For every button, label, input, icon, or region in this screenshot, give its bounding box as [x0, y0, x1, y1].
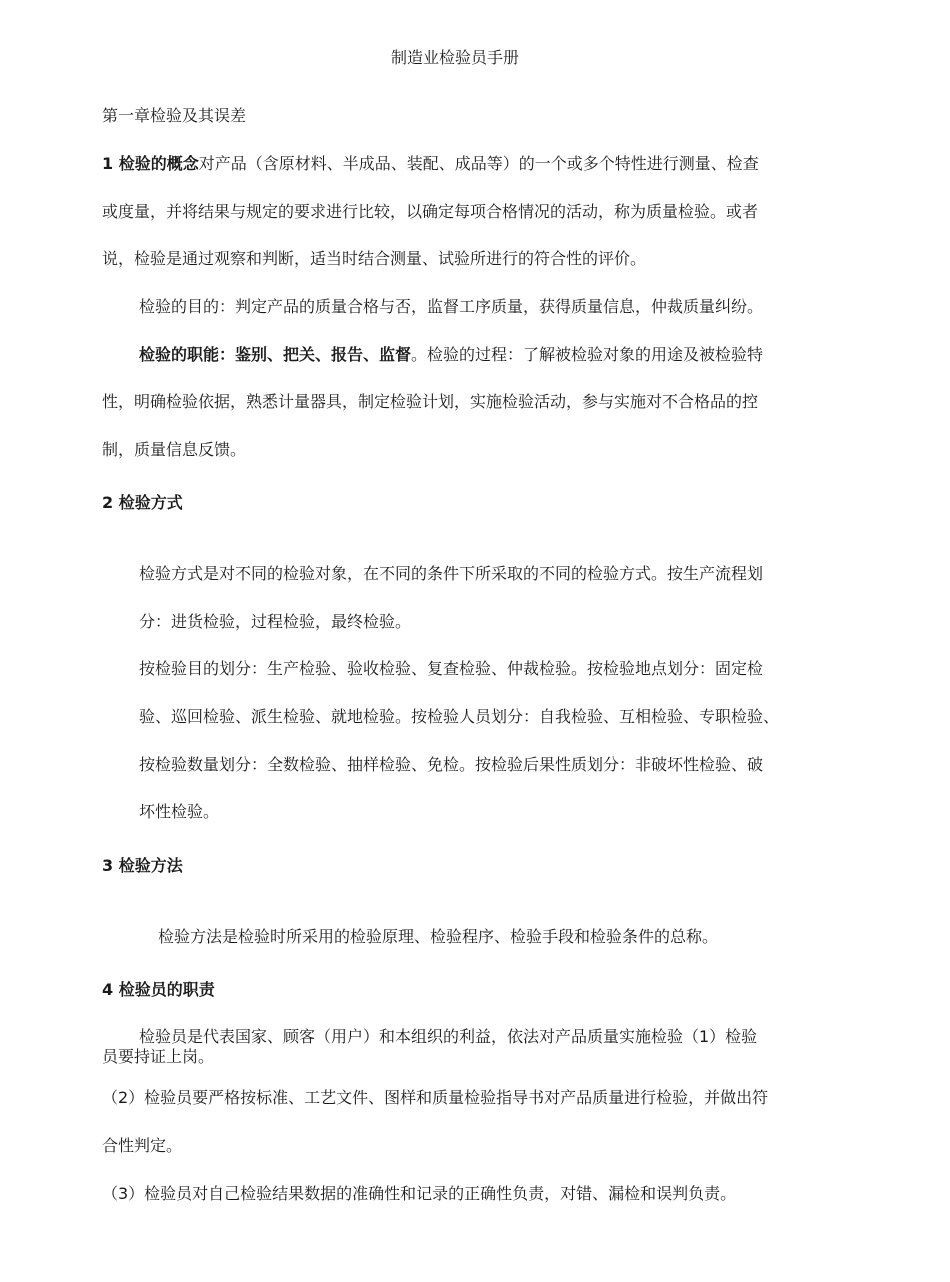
section2-p2-line3: 按检验数量划分：全数检验、抽样检验、免检。按检验后果性质划分：非破坏性检验、破	[139, 755, 764, 774]
section1-text-line2: 或度量，并将结果与规定的要求进行比较，以确定每项合格情况的活动，称为质量检验。或者	[102, 202, 759, 221]
chapter-title: 第一章检验及其误差	[102, 106, 247, 125]
section4-p2-line2: 合性判定。	[102, 1136, 183, 1155]
inspection-functions: 检验的职能：鉴别、把关、报告、监督	[139, 345, 412, 364]
section3-p1: 检验方法是检验时所采用的检验原理、检验程序、检验手段和检验条件的总称。	[158, 927, 719, 946]
section2-p1-line2: 分：进货检验，过程检验，最终检验。	[139, 612, 412, 631]
section1-paragraph-line	[102, 154, 759, 174]
inspection-process: 。检验的过程：了解被检验对象的用途及被检验特	[411, 345, 764, 364]
section1-text: 对产品（含原材料、半成品、装配、成品等）的一个或多个特性进行测量、检查	[198, 154, 759, 173]
section2-p2-line2: 验、巡回检验、派生检验、就地检验。按检验人员划分：自我检验、互相检验、专职检验、	[139, 707, 780, 726]
inspection-process-line3: 制，质量信息反馈。	[102, 440, 247, 459]
inspection-functions-line	[139, 345, 763, 365]
section2-p1-line1: 检验方式是对不同的检验对象，在不同的条件下所采取的不同的检验方式。按生产流程划	[139, 564, 764, 583]
section1-heading: 1 检验的概念	[102, 154, 199, 173]
section4-p1-line2: 员要持证上岗。	[102, 1047, 215, 1066]
section1-text-line3: 说，检验是通过观察和判断，适当时结合测量、试验所进行的符合性的评价。	[102, 249, 647, 268]
section4-p2-line1: （2）检验员要严格按标准、工艺文件、图样和质量检验指导书对产品质量进行检验，并做出符	[102, 1088, 769, 1107]
section3-heading: 3 检验方法	[102, 856, 183, 875]
section2-heading: 2 检验方式	[102, 493, 183, 512]
section2-p2-line1: 按检验目的划分：生产检验、验收检验、复查检验、仲裁检验。按检验地点划分：固定检	[139, 659, 764, 678]
inspection-purpose: 检验的目的：判定产品的质量合格与否，监督工序质量，获得质量信息，仲裁质量纠纷。	[139, 297, 764, 316]
section4-p1-line1: 检验员是代表国家、顾客（用户）和本组织的利益，依法对产品质量实施检验（1）检验	[139, 1027, 758, 1046]
section4-heading: 4 检验员的职责	[102, 980, 215, 999]
section4-p3: （3）检验员对自己检验结果数据的准确性和记录的正确性负责，对错、漏检和误判负责。	[102, 1184, 737, 1203]
section2-p2-line4: 坏性检验。	[139, 802, 220, 821]
document-title: 制造业检验员手册	[391, 48, 520, 67]
inspection-process-line2: 性，明确检验依据，熟悉计量器具，制定检验计划，实施检验活动，参与实施对不合格品的控	[102, 392, 759, 411]
